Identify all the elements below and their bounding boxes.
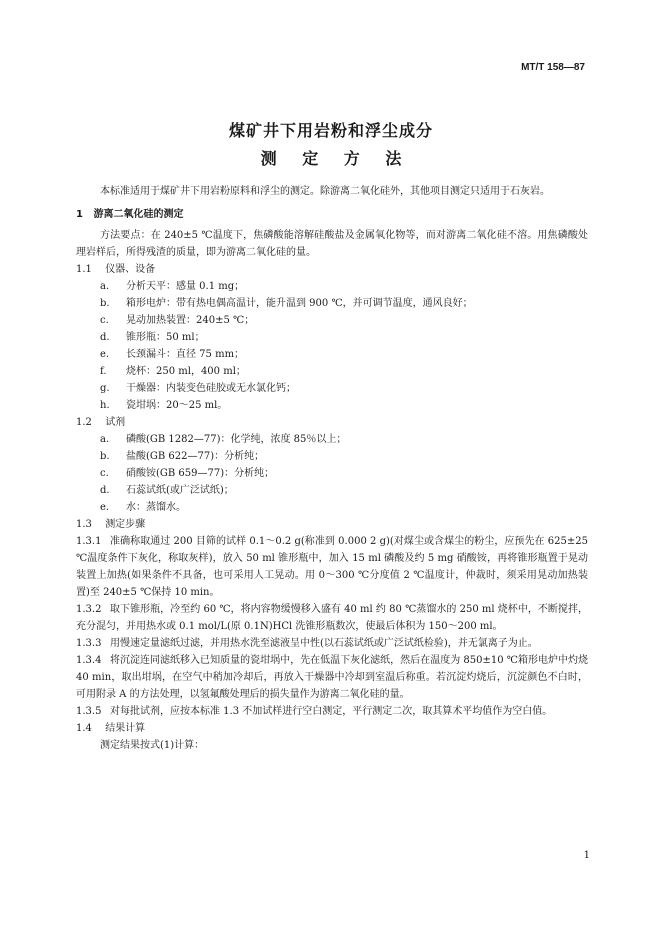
step-text: 取下锥形瓶，冷至约 60 ℃，将内容物缓慢移入盛有 40 ml 约 80 ℃蒸馏水的 250 ml 烧杯中，不断搅拌，充分混匀，并用热水或 0.1 mol/L(原 0.1N)HCl 洗锥形瓶数次，使最后体积为 150～200 ml。 — [76, 604, 588, 632]
step-number: 1.3.2 — [76, 604, 102, 615]
item-text: 锥形瓶：50 ml； — [126, 332, 205, 343]
subsection-title: 仪器、设备 — [105, 264, 156, 275]
step-text: 对每批试剂，应按本标准 1.3 不加试样进行空白测定，平行测定二次，取其算术平均值作为空白值。 — [110, 706, 553, 717]
item-text: 盐酸(GB 622—77)：分析纯； — [126, 451, 265, 462]
item-label: h. — [100, 400, 110, 411]
list-item — [76, 329, 588, 346]
procedure-step — [76, 533, 588, 601]
item-text: 干燥器：内装变色硅胶或无水氯化钙； — [126, 383, 296, 394]
list-item — [76, 380, 588, 397]
subsection-title: 结果计算 — [105, 723, 146, 734]
subsection-number: 1.2 — [76, 417, 92, 428]
standard-code: MT/T 158—87 — [521, 62, 585, 73]
item-label: b. — [100, 451, 110, 462]
list-item — [76, 465, 588, 482]
subsection-title: 试剂 — [105, 417, 126, 428]
list-item — [76, 482, 588, 499]
document-body — [76, 183, 588, 754]
item-label: b. — [100, 298, 110, 309]
list-item — [76, 346, 588, 363]
step-text: 准确称取通过 200 目筛的试样 0.1～0.2 g(称准到 0.000 2 g)(对煤尘或含煤尘的粉尘，应预先在 625±25 ℃温度条件下灰化，称取灰样)，放入 50 ml 锥形瓶中，加入 15 ml 磷酸及约 5 mg 硝酸铵，再将锥形瓶置于晃动装置上加热(如果条件不具备，也可采用人工晃动。用 0～300 ℃分度值 2 ℃温度计，仲裁时，须采用晃动加热装置)至 240±5 ℃保持 10 min。 — [76, 536, 588, 598]
item-label: d. — [100, 485, 110, 496]
item-text: 箱形电炉：带有热电偶高温计，能升温到 900 ℃，并可调节温度，通风良好； — [126, 298, 473, 309]
item-label: e. — [100, 349, 110, 360]
procedure-step — [76, 652, 588, 703]
section-number: 1 — [76, 209, 83, 220]
item-text: 瓷坩埚：20～25 ml。 — [126, 400, 228, 411]
step-number: 1.3.5 — [76, 706, 102, 717]
item-label: c. — [100, 315, 109, 326]
item-text: 晃动加热装置：240±5 ℃； — [126, 315, 255, 326]
item-label: g. — [100, 383, 110, 394]
document-subtitle: 测 定 方 法 — [260, 149, 402, 168]
item-text: 分析天平：感量 0.1 mg； — [126, 281, 245, 292]
item-text: 石蕊试纸(或广泛试纸)； — [126, 485, 234, 496]
subsection-title: 测定步骤 — [105, 519, 146, 530]
item-label: f. — [100, 366, 107, 377]
step-number: 1.3.1 — [76, 536, 102, 547]
intro-paragraph: 本标准适用于煤矿井下用岩粉原料和浮尘的测定。除游离二氧化硅外，其他项目测定只适用于石灰岩。 — [100, 186, 550, 197]
list-item — [76, 295, 588, 312]
equipment-list — [76, 278, 588, 414]
step-number: 1.3.3 — [76, 638, 102, 649]
calculation-text: 测定结果按式(1)计算： — [100, 740, 205, 751]
step-text: 将沉淀连同滤纸移入已知质量的瓷坩埚中，先在低温下灰化滤纸，然后在温度为 850±10 ℃箱形电炉中灼烧 40 min，取出坩埚，在空气中稍加冷却后，再放入干燥器中冷却到室温后称重。若沉淀灼烧后，沉淀颜色不白时，可用附录 A 的方法处理，以氢氟酸处理后的损失量作为游离二氧化硅的量。 — [76, 655, 588, 700]
section-1-2-heading — [76, 414, 588, 431]
reagent-list — [76, 431, 588, 516]
page-number: 1 — [583, 850, 590, 861]
item-label: e. — [100, 502, 110, 513]
section-title: 游离二氧化硅的测定 — [93, 209, 184, 220]
procedure-step — [76, 601, 588, 635]
list-item — [76, 278, 588, 295]
step-text: 用慢速定量滤纸过滤，并用热水洗至滤液呈中性(以石蕊试纸或广泛试纸检验)，并无氯离子为止。 — [110, 638, 538, 649]
item-text: 水：蒸馏水。 — [126, 502, 186, 513]
section-1-3-heading — [76, 516, 588, 533]
item-label: c. — [100, 468, 109, 479]
list-item — [76, 448, 588, 465]
item-text: 磷酸(GB 1282—77)：化学纯，浓度 85％以上； — [126, 434, 347, 445]
item-label: d. — [100, 332, 110, 343]
subsection-number: 1.3 — [76, 519, 92, 530]
step-number: 1.3.4 — [76, 655, 102, 666]
section-1-4-heading — [76, 720, 588, 737]
subsection-number: 1.4 — [76, 723, 92, 734]
principle-paragraph: 方法要点：在 240±5 ℃温度下，焦磷酸能溶解硅酸盐及金属氧化物等，而对游离二氧化硅不溶。用焦磷酸处理岩样后，所得残渣的质量，即为游离二氧化硅的量。 — [76, 230, 588, 258]
list-item — [76, 499, 588, 516]
item-label: a. — [100, 281, 110, 292]
subsection-number: 1.1 — [76, 264, 92, 275]
item-label: a. — [100, 434, 110, 445]
document-title: 煤矿井下用岩粉和浮尘成分 — [228, 121, 433, 140]
section-1-heading — [76, 206, 588, 223]
item-text: 烧杯：250 ml，400 ml； — [126, 366, 246, 377]
list-item — [76, 431, 588, 448]
list-item — [76, 312, 588, 329]
item-text: 硝酸铵(GB 659—77)：分析纯； — [126, 468, 275, 479]
procedure-step — [76, 703, 588, 720]
procedure-step — [76, 635, 588, 652]
item-text: 长颈漏斗：直径 75 mm； — [126, 349, 245, 360]
list-item — [76, 397, 588, 414]
section-1-1-heading — [76, 261, 588, 278]
list-item — [76, 363, 588, 380]
